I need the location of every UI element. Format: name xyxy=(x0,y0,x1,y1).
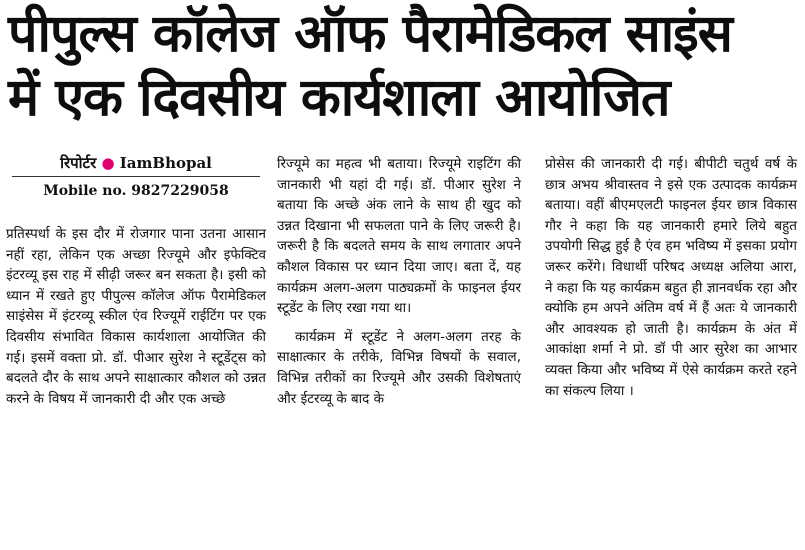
article-column-3 xyxy=(545,154,797,401)
brand-name: IamBhopal xyxy=(119,154,212,172)
reporter-label: रिपोर्टर xyxy=(60,154,97,172)
byline-divider xyxy=(12,176,260,177)
article-column-2 xyxy=(277,154,521,409)
headline-line-1: पीपुल्स कॉलेज ऑफ पैरामेडिकल साइंस xyxy=(8,4,732,64)
article-column-1 xyxy=(6,224,266,409)
article-paragraph: रिज्यूमे का महत्व भी बताया। रिज्यूमे राइटिंग की जानकारी भी यहां दी गई। डॉ. पीआर सुरेश ने बताया कि अच्छे अंक लाने के साथ ही खुद को उन्नत दिखाना भी सफलता पाने के लिए जरूरी है। जरूरी है कि बदलते समय के साथ लगातार अपने कौशल विकास पर ध्यान दिया जाए। बता दें, यह कार्यक्रम अलग-अलग पाठ्यक्रमों के फाइनल ईयर स्टूडेंट के लिए रखा गया था। xyxy=(277,156,521,317)
mobile-number: Mobile no. 9827229058 xyxy=(43,183,229,199)
article-paragraph: कार्यक्रम में स्टूडेंट ने अलग-अलग तरह के साक्षात्कार के तरीके, विभिन्न विषयों के सवाल, विभिन्न तरीकों का रिज्यूमे और उसकी विशेषताएं और ईटरव्यू के बाद के xyxy=(277,328,521,407)
bullet-dot-icon: ● xyxy=(101,154,115,172)
article-paragraph: प्रतिस्पर्धा के इस दौर में रोजगार पाना उतना आसान नहीं रहा, लेकिन एक अच्छा रिज्यूमे और इफेक्टिव इंटरव्यू इस राह में सीढ़ी जरूर बन सकता है। इसी को ध्यान में रखते हुए पीपुल्स कॉलेज ऑफ पैरामेडिकल साइंसेस में इंटरव्यू स्कील एंव रिज्यूमें राईटिंग पर एक दिवसीय संभावित विकास कार्यशाला आयोजित की गई। इसमें वक्ता प्रो. डॉ. पीआर सुरेश ने स्टूडेंट्स को बदलते दौर के साथ अपने साक्षात्कार कौशल को उन्नत करने के विषय में जानकारी दी और एक अच्छे xyxy=(6,226,266,407)
headline-line-2: में एक दिवसीय कार्यशाला आयोजित xyxy=(8,68,670,128)
article-paragraph: प्रोसेस की जानकारी दी गई। बीपीटी चतुर्थ वर्ष के छात्र अभय श्रीवास्तव ने इसे एक उत्पादक कार्यक्रम बताया। वहीं बीएमएलटी फाइनल ईयर छात्र विकास गौर ने कहा कि यह जानकारी हमारे लिये बहुत उपयोगी सिद्ध हुई है एंव हम भविष्य में इसका प्रयोग जरूर करेंगे। विधार्थी परिषद अध्यक्ष अलिया आरा, ने कहा कि यह कार्यक्रम बहुत ही ज्ञानवर्धक रहा और क्योकि हम अपने अंतिम वर्ष में हैं अतः ये जानकारी और आवश्यक हो जाती है। कार्यक्रम के अंत में आकांक्षा शर्मा ने प्रो. डॉ पी आर सुरेश का आभार व्यक्त किया और भविष्य में ऐसे कार्यक्रम करते रहने का संकल्प लिया । xyxy=(545,156,797,399)
headline xyxy=(8,2,798,130)
reporter-line xyxy=(6,152,266,174)
byline xyxy=(6,152,266,201)
